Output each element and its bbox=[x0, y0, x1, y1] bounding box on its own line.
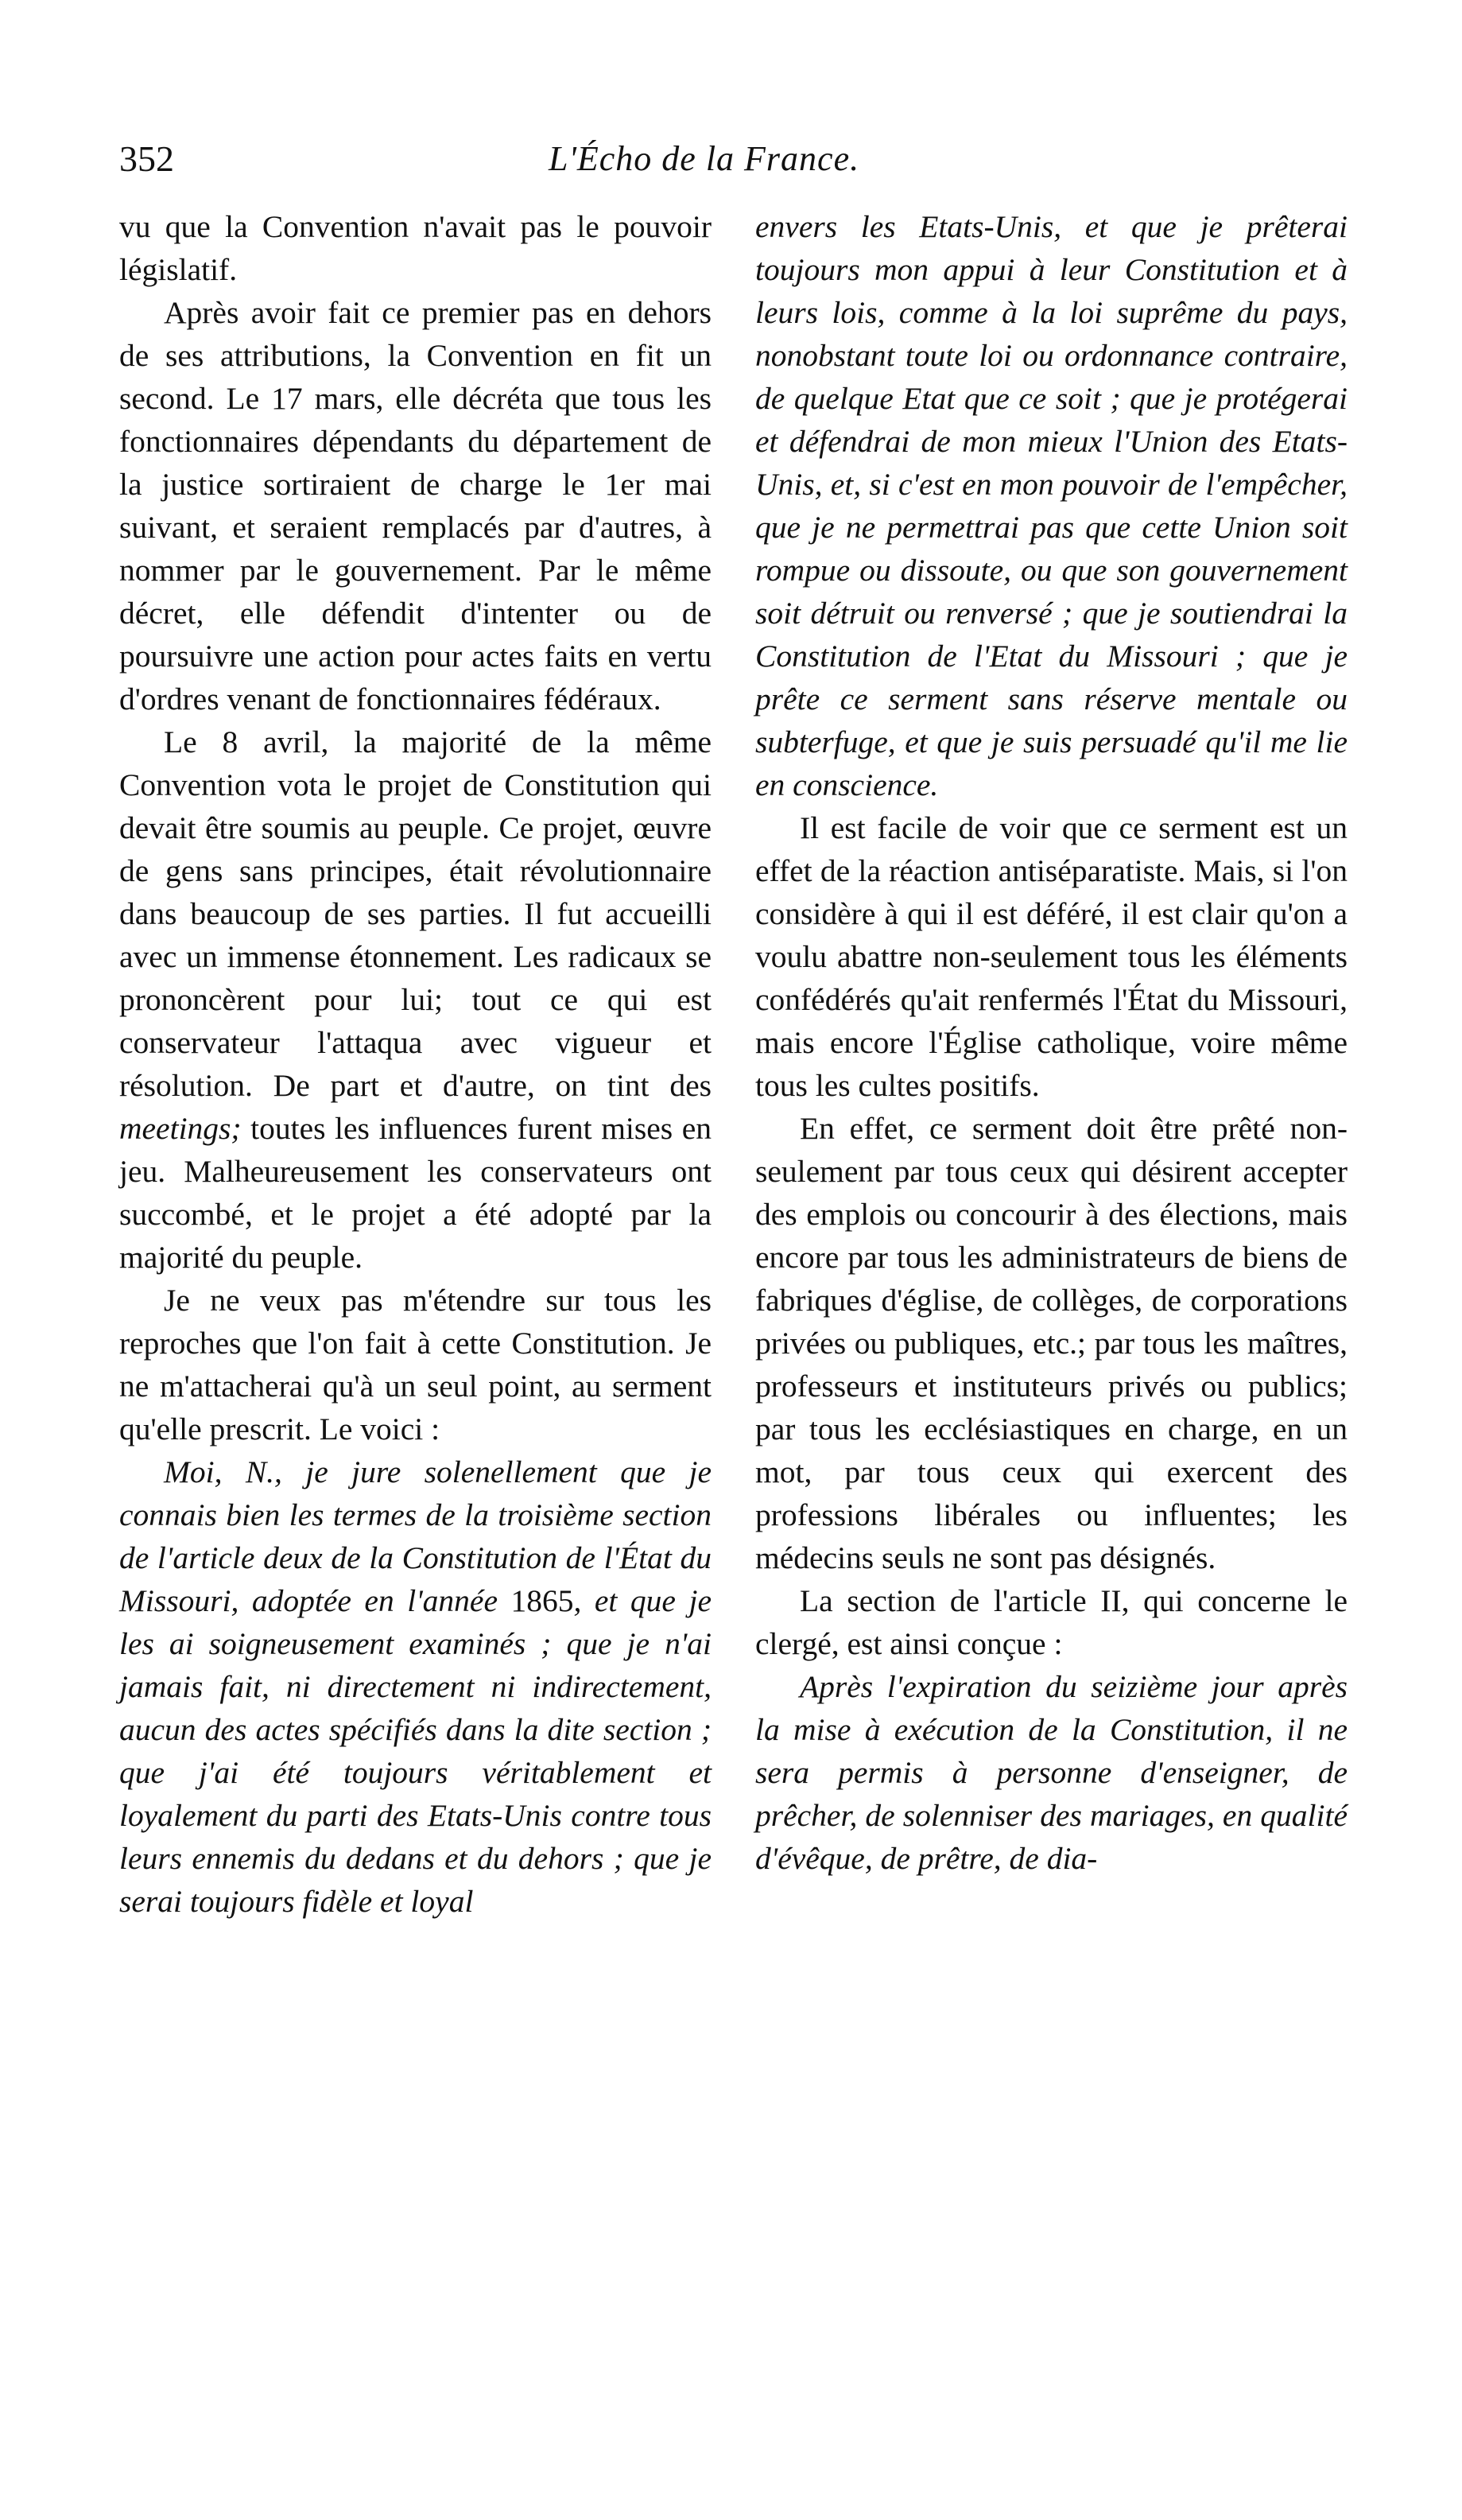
book-page bbox=[119, 135, 1359, 1919]
paragraph: Je ne veux pas m'étendre sur tous les reproches que l'on fait à cette Constitution. Je ne m'attacherai qu'à un seul point, au serment qu'elle prescrit. Le voici : bbox=[119, 1283, 712, 1446]
italic-term: meetings; bbox=[119, 1111, 242, 1146]
page-number: 352 bbox=[119, 138, 174, 179]
running-title: L'Écho de la France. bbox=[549, 139, 860, 178]
oath-text: , et que je les ai soigneusement examinés ; que je n'ai jamais fait, ni directement ni indirectement, aucun des actes spécifiés dans la dite section ; que j'ai été toujours véritablement et loyalement du parti des Etats-Unis contre tous leurs ennemis du dedans et du dehors ; que je serai toujours fidèle et loyal bbox=[119, 1583, 712, 1919]
oath-quote-continued: envers les Etats-Unis, et que je prêterai toujours mon appui à leur Constitution et à leurs lois, comme à la loi suprême du pays, nonobstant toute loi ou ordonnance contraire, de quelque Etat que ce soit ; que je protégerai et défendrai de mon mieux l'Union des Etats-Unis, et, si c'est en mon pouvoir de l'empêcher, que je ne permettrai pas que cette Union soit rompue ou dissoute, ou que son gouvernement soit détruit ou renversé ; que je soutiendrai la Constitution de l'Etat du Missouri ; que je prête ce serment sans réserve mentale ou subterfuge, et que je suis persuadé qu'il me lie en conscience. bbox=[755, 209, 1348, 802]
paragraph: La section de l'article II, qui concerne le clergé, est ainsi conçue : bbox=[755, 1583, 1348, 1661]
oath-text: Moi, N., je jure solenellement que je connais bien les termes de la troisième section de l'article deux de la Constitution de l'État du Missouri, adoptée en l'année bbox=[119, 1454, 712, 1618]
paragraph-text: Le 8 avril, la majorité de la même Convention vota le projet de Constitution qui devait être soumis au peuple. Ce projet, œuvre de gens sans principes, était révolutionnaire dans beaucoup de ses parties. Il fut accueilli avec un immense étonnement. Les radicaux se prononcèrent pour lui; tout ce qui est conservateur l'attaqua avec vigueur et résolution. De part et d'autre, on tint des bbox=[119, 724, 712, 1103]
section-quote: Après l'expiration du seizième jour après la mise à exécution de la Constitution, il ne sera permis à personne d'enseigner, de prêcher, de solenniser des mariages, en qualité d'évêque, de prêtre, de dia- bbox=[755, 1669, 1348, 1876]
paragraph: Après avoir fait ce premier pas en dehors de ses attributions, la Convention en fit un second. Le 17 mars, elle décréta que tous les fonctionnaires dépendants du département de la justice sortiraient de charge le 1er mai suivant, et seraient remplacés par d'autres, à nommer par le gouvernement. Par le même décret, elle défendit d'intenter ou de poursuivre une action pour actes faits en vertu d'ordres venant de fonctionnaires fédéraux. bbox=[119, 295, 712, 716]
paragraph bbox=[119, 720, 712, 1279]
running-head bbox=[119, 135, 1359, 183]
paragraph-text: toutes les influences furent mises en jeu. Malheureusement les conservateurs ont succombé, et le projet a été adopté par la majorité du peuple. bbox=[119, 1111, 712, 1275]
paragraph: Il est facile de voir que ce serment est un effet de la réaction antiséparatiste. Mais, si l'on considère à qui il est déféré, il est clair qu'on a voulu abattre non-seulement tous les éléments confédérés qu'ait renfermés l'État du Missouri, mais encore l'Église catholique, voire même tous les cultes positifs. bbox=[755, 810, 1348, 1103]
paragraph: vu que la Convention n'avait pas le pouvoir législatif. bbox=[119, 209, 712, 287]
oath-quote bbox=[119, 1450, 712, 1923]
right-column bbox=[755, 205, 1348, 1880]
oath-year: 1865 bbox=[510, 1583, 574, 1618]
left-column bbox=[119, 205, 712, 1923]
paragraph: En effet, ce serment doit être prêté non-seulement par tous ceux qui désirent accepter des emplois ou concourir à des élections, mais encore par tous les administrateurs de biens de fabriques d'église, de collèges, de corporations privées ou publiques, etc.; par tous les maîtres, professeurs et instituteurs privés ou publics; par tous les ecclésiastiques en charge, en un mot, par tous ceux qui exercent des professions libérales ou influentes; les médecins seuls ne sont pas désignés. bbox=[755, 1111, 1348, 1575]
